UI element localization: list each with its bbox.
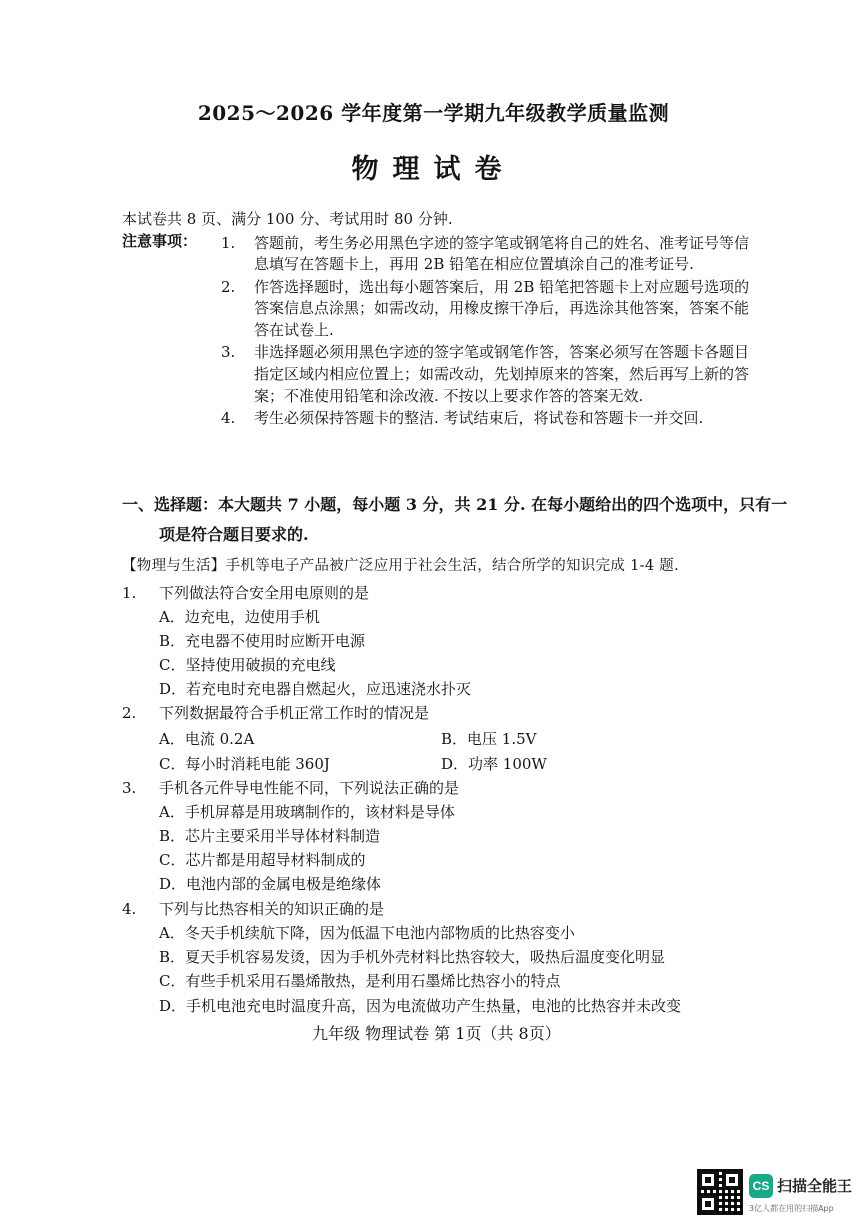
note-2-line-2: 答案信息点涂黑；如需改动，用橡皮擦干净后，再选涂其他答案，答案不能 [254, 299, 750, 317]
q2-option-c: C．每小时消耗电能 360J [159, 755, 330, 773]
q2-option-a: A．电流 0.2A [159, 730, 255, 748]
q3-option-c: C．芯片都是用超导材料制成的 [159, 851, 366, 869]
note-1-number: 1. [221, 234, 236, 252]
q3-option-d: D．电池内部的金属电极是绝缘体 [159, 875, 382, 893]
q1-option-a: A．边充电，边使用手机 [159, 608, 320, 626]
section-heading-line-2: 项是符合题目要求的. [159, 525, 309, 544]
notes-label: 注意事项： [122, 232, 198, 250]
q4-option-b: B．夏天手机容易发烫，因为手机外壳材料比热容较大，吸热后温度变化明显 [159, 948, 666, 966]
q1-option-b: B．充电器不使用时应断开电源 [159, 632, 366, 650]
cs-logo-icon: CS [749, 1174, 773, 1198]
q2-number: 2. [122, 704, 137, 722]
q1-stem: 下列做法符合安全用电原则的是 [159, 584, 370, 602]
page-footer: 九年级 物理试卷 第 1页（共 8页） [312, 1024, 561, 1043]
q3-stem: 手机各元件导电性能不同，下列说法正确的是 [159, 779, 460, 797]
note-1-line-2: 息填写在答题卡上，再用 2B 铅笔在相应位置填涂自己的准考证号. [254, 255, 694, 273]
scanner-app-name: 扫描全能王 [777, 1177, 853, 1195]
q3-option-b: B．芯片主要采用半导体材料制造 [159, 827, 381, 845]
q2-option-d: D．功率 100W [441, 755, 547, 773]
q4-option-d: D．手机电池充电时温度升高，因为电流做功产生热量，电池的比热容并未改变 [159, 997, 682, 1015]
note-4-number: 4. [221, 409, 236, 427]
note-2-number: 2. [221, 278, 236, 296]
note-4-line-1: 考生必须保持答题卡的整洁. 考试结束后，将试卷和答题卡一并交回. [254, 409, 704, 427]
q1-option-c: C．坚持使用破损的充电线 [159, 656, 336, 674]
exam-title: 2025～2026 学年度第一学期九年级教学质量监测 [197, 101, 670, 125]
note-2-line-3: 答在试卷上. [254, 321, 334, 339]
q2-stem: 下列数据最符合手机正常工作时的情况是 [159, 704, 430, 722]
q3-option-a: A．手机屏幕是用玻璃制作的，该材料是导体 [159, 803, 455, 821]
q2-option-b: B．电压 1.5V [441, 730, 537, 748]
note-3-line-3: 案；不准使用铅笔和涂改液. 不按以上要求作答的答案无效. [254, 387, 644, 405]
exam-info: 本试卷共 8 页、满分 100 分、考试用时 80 分钟. [122, 210, 453, 228]
q4-number: 4. [122, 900, 137, 918]
note-3-line-2: 指定区域内相应位置上；如需改动，先划掉原来的答案，然后再写上新的答 [254, 365, 750, 383]
context-statement: 【物理与生活】手机等电子产品被广泛应用于社会生活，结合所学的知识完成 1-4 题. [122, 558, 679, 574]
note-1-line-1: 答题前，考生务必用黑色字迹的签字笔或钢笔将自己的姓名、准考证号等信 [254, 234, 750, 252]
q1-option-d: D．若充电时充电器自燃起火，应迅速浇水扑灭 [159, 680, 472, 698]
section-heading-line-1: 一、选择题：本大题共 7 小题，每小题 3 分，共 21 分. 在每小题给出的四个选项中，只有一 [122, 495, 788, 514]
q4-option-a: A．冬天手机续航下降，因为低温下电池内部物质的比热容变小 [159, 924, 575, 942]
note-2-line-1: 作答选择题时，选出每小题答案后，用 2B 铅笔把答题卡上对应题号选项的 [254, 278, 750, 296]
note-3-number: 3. [221, 343, 236, 361]
q4-option-c: C．有些手机采用石墨烯散热，是利用石墨烯比热容小的特点 [159, 972, 561, 990]
scanner-tagline: 3亿人都在用的扫描App [749, 1204, 834, 1213]
q3-number: 3. [122, 779, 137, 797]
subject-title: 物理试卷 [351, 154, 516, 185]
q4-stem: 下列与比热容相关的知识正确的是 [159, 900, 385, 918]
qr-code-icon [697, 1169, 743, 1215]
scanner-badge [697, 1169, 859, 1219]
note-3-line-1: 非选择题必须用黑色字迹的签字笔或钢笔作答，答案必须写在答题卡各题目 [254, 343, 750, 361]
q1-number: 1. [122, 584, 137, 602]
